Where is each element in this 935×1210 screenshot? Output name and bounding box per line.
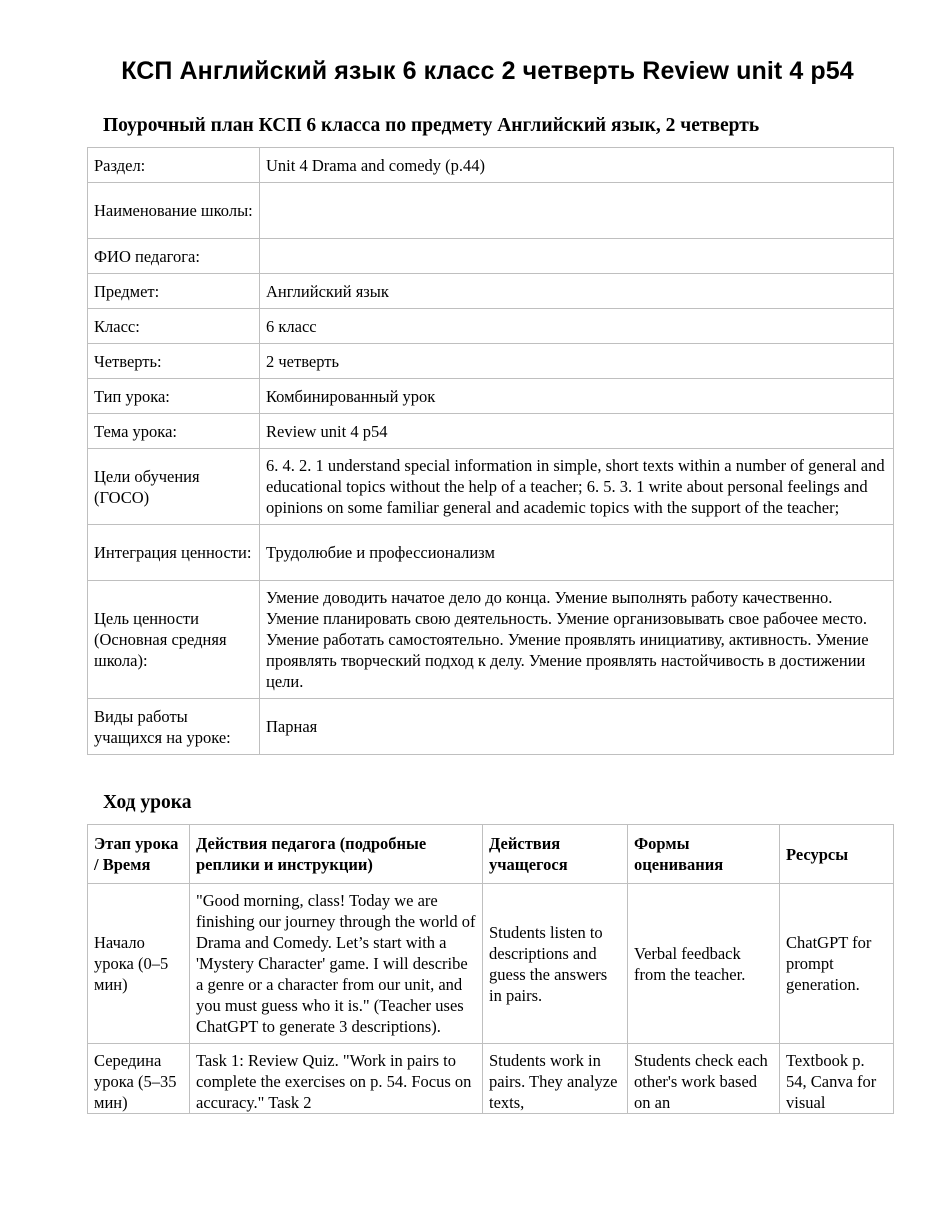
info-key: Класс: [88,309,260,344]
teacher-actions-text: Task 1: Review Quiz. "Work in pairs to complete the exercises on p. 54. Focus on accuracy." Task 2 [196,1051,472,1112]
info-value: Комбинированный урок [260,379,894,414]
info-key: Интеграция ценности: [88,525,260,581]
info-value [260,183,894,239]
lesson-info-table [87,147,894,755]
resources-text: Textbook p. 54, Canva for visual [786,1051,877,1112]
info-key: Предмет: [88,274,260,309]
lesson-flow-title: Ход урока [103,792,192,813]
column-header-teacher: Действия педагога (подробные реплики и инструкции) [190,825,483,884]
table-header-row [88,825,894,884]
resources-cell [780,1044,894,1114]
assessment-cell: Verbal feedback from the teacher. [628,884,780,1044]
assessment-cell [628,1044,780,1114]
table-row [88,449,894,525]
info-key: Четверть: [88,344,260,379]
resources-cell: ChatGPT for prompt generation. [780,884,894,1044]
stage-cell: Начало урока (0–5 мин) [88,884,190,1044]
info-value: 2 четверть [260,344,894,379]
info-value: Трудолюбие и профессионализм [260,525,894,581]
student-actions-cell: Students listen to descriptions and guess the answers in pairs. [483,884,628,1044]
table-row [88,525,894,581]
table-row [88,344,894,379]
info-key: Цели обучения (ГОСО) [88,449,260,525]
student-actions-cell [483,1044,628,1114]
table-row [88,414,894,449]
stage-text: Середина урока (5–35 мин) [94,1051,177,1112]
table-row [88,239,894,274]
info-key: Виды работы учащихся на уроке: [88,699,260,755]
lesson-flow-table [87,824,894,1114]
plan-subtitle: Поурочный план КСП 6 класса по предмету Английский язык, 2 четверть [103,115,760,136]
info-key: Тип урока: [88,379,260,414]
info-value [260,239,894,274]
student-actions-text: Students work in pairs. They analyze texts, [489,1051,618,1112]
table-row [88,379,894,414]
info-key: ФИО педагога: [88,239,260,274]
info-key: Тема урока: [88,414,260,449]
table-row [88,309,894,344]
info-value: Unit 4 Drama and comedy (p.44) [260,148,894,183]
assessment-text: Students check each other's work based on an [634,1051,768,1112]
column-header-resources: Ресурсы [780,825,894,884]
teacher-actions-cell: "Good morning, class! Today we are finishing our journey through the world of Drama and Comedy. Let’s start with a 'Mystery Character' game. I will describe a genre or a character from our unit, and you must guess who it is." (Teacher uses ChatGPT to generate 3 descriptions). [190,884,483,1044]
table-row [88,884,894,1044]
document-title: КСП Английский язык 6 класс 2 четверть Review unit 4 p54 [121,57,854,85]
table-row [88,699,894,755]
table-row [88,148,894,183]
info-key: Цель ценности (Основная средняя школа): [88,581,260,699]
stage-cell [88,1044,190,1114]
info-value: 6. 4. 2. 1 understand special information in simple, short texts within a number of general and educational topics without the help of a teacher; 6. 5. 3. 1 write about personal feelings and opinions on some familiar general and academic topics with the support of the teacher; [260,449,894,525]
table-row [88,274,894,309]
table-row [88,183,894,239]
info-value: Умение доводить начатое дело до конца. Умение выполнять работу качественно. Умение планировать свою деятельность. Умение организовывать свое рабочее место. Умение работать самостоятельно. Умение проявлять инициативу, активность. Умение проявлять творческий подход к делу. Умение проявлять настойчивость в достижении цели. [260,581,894,699]
column-header-stage: Этап урока / Время [88,825,190,884]
info-key: Наименование школы: [88,183,260,239]
column-header-assessment: Формы оценивания [628,825,780,884]
info-value: Парная [260,699,894,755]
info-value: Английский язык [260,274,894,309]
info-value: 6 класс [260,309,894,344]
info-value: Review unit 4 p54 [260,414,894,449]
info-key: Раздел: [88,148,260,183]
table-row [88,1044,894,1114]
teacher-actions-cell [190,1044,483,1114]
table-row [88,581,894,699]
column-header-student: Действия учащегося [483,825,628,884]
